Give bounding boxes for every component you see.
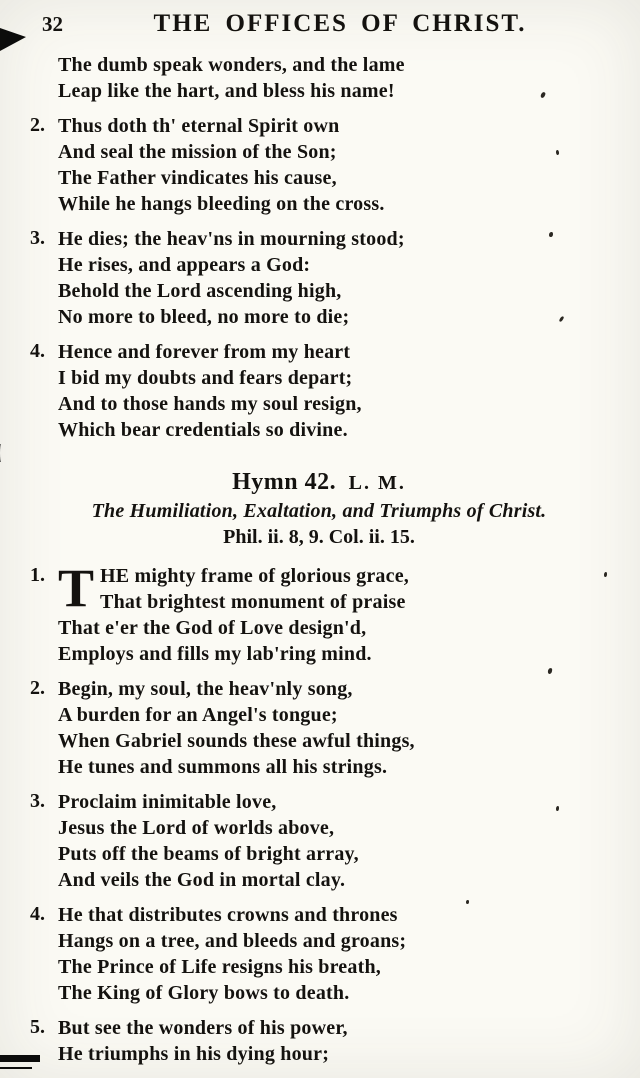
stanza-lines [58, 339, 608, 443]
stanza-lines [58, 52, 608, 104]
verse-line: Proclaim inimitable love, [58, 791, 277, 813]
verse-line: Which bear credentials so divine. [58, 419, 348, 441]
stanza [30, 558, 608, 667]
verse-line: And to those hands my soul resign, [58, 393, 362, 415]
stanza-lines [58, 226, 608, 330]
verse-line: A burden for an Angel's tongue; [58, 704, 338, 726]
verse-line: But see the wonders of his power, [58, 1017, 348, 1039]
verse-line: The dumb speak wonders, and the lame [58, 54, 405, 76]
verse-line: I bid my doubts and fears depart; [58, 367, 353, 389]
stanza [30, 113, 608, 217]
stanza-number: 5. [30, 1016, 45, 1038]
verse-line: Jesus the Lord of worlds above, [58, 817, 335, 839]
verse-line: The Prince of Life resigns his breath, [58, 956, 381, 978]
hymn-continuation [30, 52, 608, 443]
verse-line: Begin, my soul, the heav'nly song, [58, 678, 353, 700]
verse-line: He rises, and appears a God: [58, 254, 311, 276]
verse-line: He triumphs in his dying hour; [58, 1043, 330, 1065]
stanza-number: 1. [30, 564, 45, 586]
scripture-reference: Phil. ii. 8, 9. Col. ii. 15. [223, 526, 415, 548]
verse-line: And seal the mission of the Son; [58, 141, 337, 163]
verse-line: Leap like the hart, and bless his name! [58, 80, 395, 102]
stanza [30, 676, 608, 780]
verse-line: Hence and forever from my heart [58, 341, 351, 363]
stanza-number: 4. [30, 340, 45, 362]
verse-line: When Gabriel sounds these awful things, [58, 730, 415, 752]
scan-artifact-wedge [0, 28, 26, 51]
stanza [30, 902, 608, 1006]
verse-line: HE mighty frame of glorious grace, [100, 565, 409, 587]
verse-line: That e'er the God of Love design'd, [58, 617, 367, 639]
verse-line: Behold the Lord ascending high, [58, 280, 342, 302]
scan-artifact-bar-line [0, 1067, 32, 1069]
verse-line: He tunes and summons all his strings. [58, 756, 388, 778]
verse-line: Puts off the beams of bright array, [58, 843, 359, 865]
stanza-number: 3. [30, 790, 45, 812]
stanza [30, 1015, 608, 1067]
stanza-lines [58, 1015, 608, 1067]
running-title: THE OFFICES OF CHRIST. [153, 10, 527, 37]
verse-line: He dies; the heav'ns in mourning stood; [58, 228, 405, 250]
stanza-number: 2. [30, 114, 45, 136]
stanza [30, 339, 608, 443]
hymn-title [30, 469, 608, 496]
hymn-subtitle: The Humiliation, Exaltation, and Triumphs of Christ. [91, 500, 547, 522]
stanza-number: 4. [30, 903, 45, 925]
page-header [30, 10, 608, 38]
stanza-number: 2. [30, 677, 45, 699]
stanza-number [30, 52, 58, 104]
verse-line: He that distributes crowns and thrones [58, 904, 398, 926]
drop-cap: T [58, 558, 95, 618]
verse-line: That brightest monument of praise [100, 591, 406, 613]
verse-line: And veils the God in mortal clay. [58, 869, 346, 891]
verse-line: Employs and fills my lab'ring mind. [58, 643, 372, 665]
scan-artifact-bar [0, 1055, 40, 1062]
hymn-title-main: Hymn 42. [232, 469, 337, 495]
stanza-lines [58, 902, 608, 1006]
hymn-meter: L. M. [348, 472, 406, 494]
hymn-42-body [30, 558, 608, 1067]
stanza [30, 52, 608, 104]
stanza [30, 226, 608, 330]
verse-line: The King of Glory bows to death. [58, 982, 350, 1004]
page-number: 32 [42, 12, 63, 36]
stanza-number: 3. [30, 227, 45, 249]
verse-line: Thus doth th' eternal Spirit own [58, 115, 340, 137]
verse-line: Hangs on a tree, and bleeds and groans; [58, 930, 407, 952]
stanza [30, 789, 608, 893]
stanza-lines [58, 558, 608, 667]
verse-line: The Father vindicates his cause, [58, 167, 337, 189]
stanza-lines [58, 789, 608, 893]
stanza-lines [58, 113, 608, 217]
verse-line: No more to bleed, no more to die; [58, 306, 350, 328]
verse-line: While he hangs bleeding on the cross. [58, 193, 385, 215]
stanza-lines [58, 676, 608, 780]
hymn-42-heading [30, 469, 608, 549]
